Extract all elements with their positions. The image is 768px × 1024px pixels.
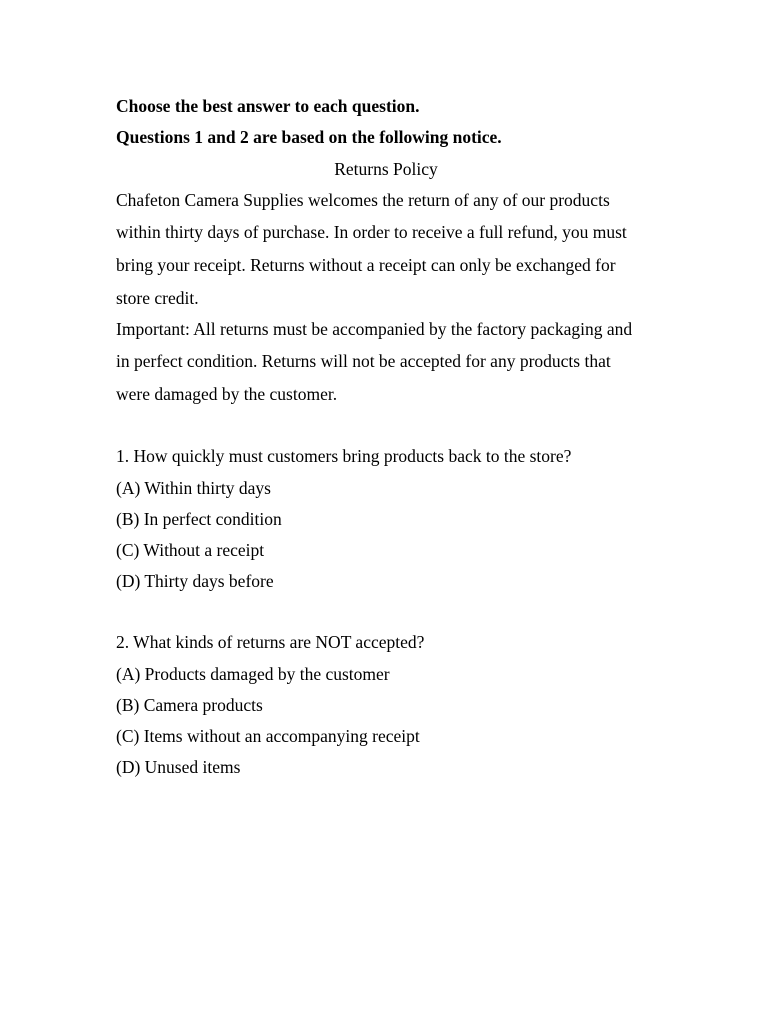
document-page	[116, 94, 656, 786]
answer-option: (A) Within thirty days	[116, 477, 271, 498]
answer-option: (C) Without a receipt	[116, 540, 265, 561]
notice-line: Chafeton Camera Supplies welcomes the return of any of our products	[116, 189, 610, 210]
instruction-heading: Choose the best answer to each question.	[116, 96, 420, 116]
notice-line: within thirty days of purchase. In order to receive a full refund, you must	[116, 222, 627, 243]
notice-line: in perfect condition. Returns will not be accepted for any products that	[116, 351, 611, 372]
notice-paragraph-2	[116, 317, 656, 415]
answer-option: (C) Items without an accompanying receipt	[116, 725, 420, 746]
answer-option: (D) Thirty days before	[116, 571, 274, 592]
question-prompt: 1. How quickly must customers bring products back to the store?	[116, 446, 572, 467]
question-prompt: 2. What kinds of returns are NOT accepted?	[116, 632, 425, 653]
notice-line: were damaged by the customer.	[116, 383, 338, 404]
notice-line: bring your receipt. Returns without a receipt can only be exchanged for	[116, 255, 616, 276]
answer-option: (A) Products damaged by the customer	[116, 663, 390, 684]
notice-title: Returns Policy	[334, 158, 438, 179]
notice-line: Important: All returns must be accompanied by the factory packaging and	[116, 318, 633, 339]
notice-paragraph-1	[116, 188, 656, 317]
question-1	[116, 444, 656, 600]
answer-option: (D) Unused items	[116, 757, 241, 778]
question-2	[116, 630, 656, 786]
passage-intro-heading: Questions 1 and 2 are based on the following notice.	[116, 127, 502, 148]
notice-line: store credit.	[116, 287, 199, 308]
answer-option: (B) In perfect condition	[116, 508, 282, 529]
answer-option: (B) Camera products	[116, 694, 263, 715]
